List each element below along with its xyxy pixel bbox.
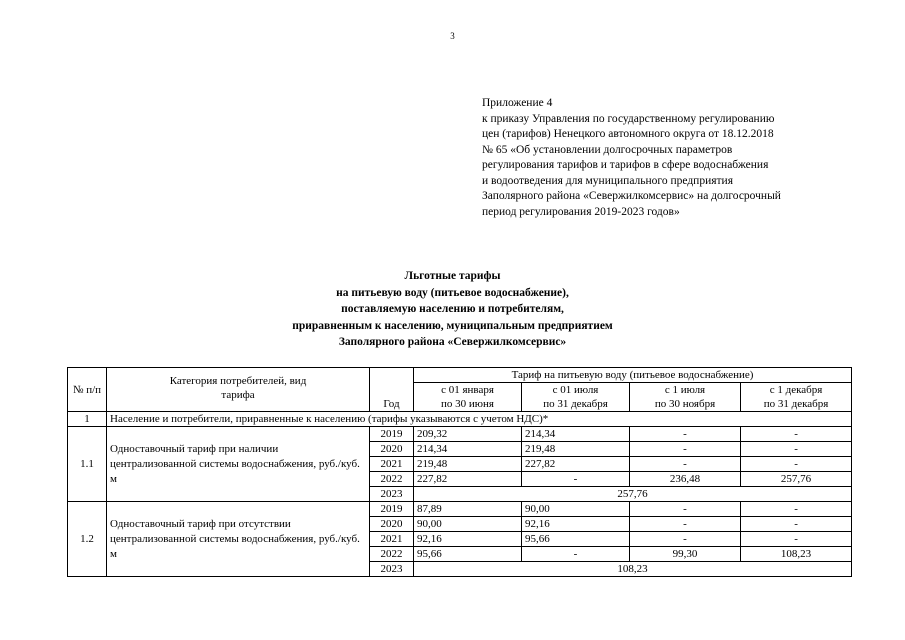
section-label: Население и потребители, приравненные к населению (тарифы указываются с учетом НДС)* <box>107 412 852 427</box>
group-num: 1.1 <box>68 427 107 502</box>
value-cell: - <box>630 457 741 472</box>
appendix-line: Заполярного района «Севержилкомсервис» на долгосрочный <box>482 190 781 202</box>
page-number: 3 <box>450 31 455 41</box>
period-from: с 1 декабря <box>741 383 852 398</box>
year-cell: 2020 <box>370 517 414 532</box>
value-cell: 95,66 <box>522 532 630 547</box>
merged-value-cell: 257,76 <box>414 487 852 502</box>
title-line: на питьевую воду (питьевое водоснабжение), <box>336 286 569 299</box>
value-cell: 214,34 <box>414 442 522 457</box>
appendix-line: период регулирования 2019-2023 годов» <box>482 205 680 218</box>
year-cell: 2019 <box>370 427 414 442</box>
col-header-tariff: Тариф на питьевую воду (питьевое водоснабжение) <box>414 368 852 383</box>
year-cell: 2023 <box>370 562 414 577</box>
appendix-line: регулирования тарифов и тарифов в сфере водоснабжения <box>482 159 769 171</box>
appendix-line: к приказу Управления по государственному регулированию <box>482 112 775 125</box>
value-cell: 99,30 <box>630 547 741 562</box>
group-label: Одноставочный тариф при наличии централизованной системы водоснабжения, руб./куб. м <box>107 427 370 502</box>
year-cell: 2019 <box>370 502 414 517</box>
appendix-line: № 65 «Об установлении долгосрочных параметров <box>482 143 733 156</box>
merged-value-cell: 108,23 <box>414 562 852 577</box>
period-to: по 31 декабря <box>741 397 852 412</box>
value-cell: 90,00 <box>414 517 522 532</box>
tariff-table <box>67 367 852 577</box>
col-header-year: Год <box>370 368 414 412</box>
value-cell: 209,32 <box>414 427 522 442</box>
value-cell: - <box>630 532 741 547</box>
value-cell: 214,34 <box>522 427 630 442</box>
value-cell: - <box>630 517 741 532</box>
year-cell: 2023 <box>370 487 414 502</box>
table-row <box>68 427 852 442</box>
value-cell: 92,16 <box>414 532 522 547</box>
title-line: поставляемую населению и потребителям, <box>341 303 564 315</box>
year-cell: 2022 <box>370 472 414 487</box>
year-cell: 2021 <box>370 457 414 472</box>
appendix-line: и водоотведения для муниципального предприятия <box>482 174 733 187</box>
value-cell: - <box>522 547 630 562</box>
appendix-line: Приложение 4 <box>482 97 553 109</box>
section-num: 1 <box>68 412 107 427</box>
document-title <box>0 268 905 351</box>
period-from: с 01 января <box>414 383 522 398</box>
value-cell: - <box>741 457 852 472</box>
header-row <box>68 368 852 383</box>
value-cell: - <box>741 427 852 442</box>
period-to: по 31 декабря <box>522 397 630 412</box>
year-cell: 2022 <box>370 547 414 562</box>
appendix-line: цен (тарифов) Ненецкого автономного округа от 18.12.2018 <box>482 128 774 140</box>
value-cell: - <box>741 502 852 517</box>
value-cell: 92,16 <box>522 517 630 532</box>
col-header-category: Категория потребителей, вид тарифа <box>107 368 370 412</box>
value-cell: - <box>630 427 741 442</box>
table-row <box>68 502 852 517</box>
title-line: Льготные тарифы <box>404 270 501 282</box>
value-cell: 219,48 <box>522 442 630 457</box>
appendix-block <box>482 96 897 220</box>
value-cell: - <box>630 442 741 457</box>
period-from: с 1 июля <box>630 383 741 398</box>
value-cell: 219,48 <box>414 457 522 472</box>
value-cell: 236,48 <box>630 472 741 487</box>
col-header-num: № п/п <box>68 368 107 412</box>
title-line: Заполярного района «Севержилкомсервис» <box>338 336 567 348</box>
period-to: по 30 ноября <box>630 397 741 412</box>
year-cell: 2021 <box>370 532 414 547</box>
year-cell: 2020 <box>370 442 414 457</box>
group-num: 1.2 <box>68 502 107 577</box>
value-cell: - <box>741 517 852 532</box>
value-cell: 95,66 <box>414 547 522 562</box>
value-cell: - <box>741 442 852 457</box>
value-cell: 87,89 <box>414 502 522 517</box>
title-line: приравненным к населению, муниципальным предприятием <box>292 319 613 332</box>
period-to: по 30 июня <box>414 397 522 412</box>
value-cell: 227,82 <box>414 472 522 487</box>
value-cell: 108,23 <box>741 547 852 562</box>
group-label: Одноставочный тариф при отсутствии централизованной системы водоснабжения, руб./куб. м <box>107 502 370 577</box>
value-cell: - <box>741 532 852 547</box>
value-cell: - <box>630 502 741 517</box>
value-cell: 90,00 <box>522 502 630 517</box>
value-cell: 257,76 <box>741 472 852 487</box>
value-cell: 227,82 <box>522 457 630 472</box>
section-row <box>68 412 852 427</box>
value-cell: - <box>522 472 630 487</box>
period-from: с 01 июля <box>522 383 630 398</box>
